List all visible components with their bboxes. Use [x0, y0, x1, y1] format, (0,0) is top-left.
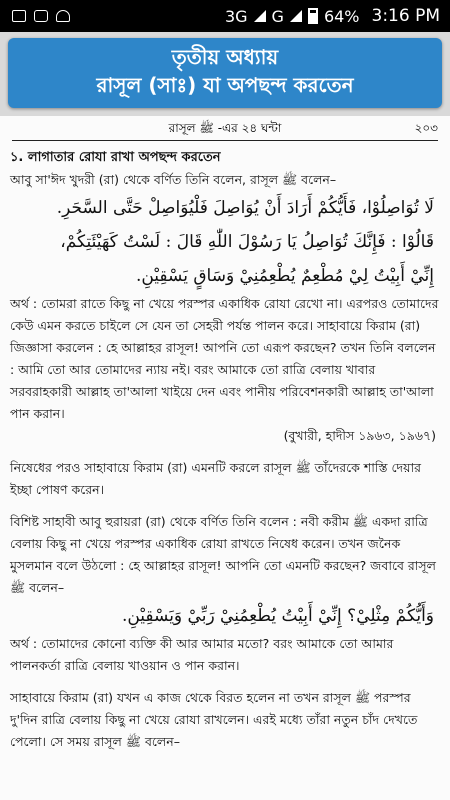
arabic-text-4: وَأَيُّكُمْ مِثْلِيْ؟ إِنِّيْ أَبِيْتُ يُطْعِمُنِيْ رَبِّيْ وَيَسْقِيْنِ.	[121, 606, 434, 626]
running-head	[12, 116, 438, 141]
reference: (বুখারী, হাদীস ১৯৬৩, ১৯৬৭)	[283, 428, 436, 443]
paragraph-3: বিশিষ্ট সাহাবী আবু হুরায়রা (রা) থেকে বর্ণিত তিনি বলেন : নবী করীম ﷺ একদা রাত্রি বেলায় কিছু না খেয়ে পরস্পর একাধিক রোযা রাখতে নিষেধ করেন। তখন জনৈক মুসলমান বলে উঠলো : হে আল্লাহর রাসূল! আপনি তো এমনটি করছেন? জবাবে রাসূল ﷺ বলেন–	[10, 514, 436, 595]
network-type-2: G	[271, 6, 284, 26]
battery-level: 64%	[323, 6, 360, 26]
page-number: ২০৩	[414, 121, 438, 135]
chapter-title: তৃতীয় অধ্যায়	[171, 45, 279, 69]
arabic-text-1: لَا تُوَاصِلُوْا، فَأَيُّكُمْ أَرَادَ أَنْ يُوَاصِلَ فَلْيُوَاصِلْ حَتَّى السَّحَرِ.	[56, 198, 434, 218]
clock: 3:16 PM	[371, 6, 440, 26]
arabic-text-3: إِنِّيْ أَبِيْتُ لِيْ مُطْعِمٌ يُطْعِمُنِيْ وَسَاقٍ يَسْقِيْنِ.	[135, 266, 434, 286]
status-bar	[0, 0, 450, 32]
image-icon	[12, 10, 26, 22]
chapter-header	[8, 38, 442, 108]
chapter-subtitle: রাসূল (সাঃ) যা অপছন্দ করতেন	[96, 73, 354, 97]
section-heading: ১. লাগাতার রোযা রাখা অপছন্দ করতেন	[10, 150, 221, 165]
header-area	[0, 32, 450, 116]
intro-text: আবু সা'ঈদ খুদরী (রা) থেকে বর্ণিত তিনি বলেন, রাসূল ﷺ বলেন–	[10, 172, 337, 187]
paragraph-2: নিষেধের পরও সাহাবায়ে কিরাম (রা) এমনটি করলে রাসূল ﷺ তাঁদেরকে শাস্তি দেয়ার ইচ্ছা পোষণ করেন।	[10, 460, 421, 497]
meaning-text-1: অর্থ : তোমরা রাতে কিছু না খেয়ে পরস্পর একাধিক রোযা রেখো না। এরপরও তোমাদের কেউ এমন করতে চাইলে সে যেন তা সেহরী পর্যন্ত পালন করে। সাহাবায়ে কিরাম (রা) জিজ্ঞাসা করলেন : হে আল্লাহর রাসূল! আপনি তো এরূপ করছেন? তখন তিনি বললেন : আমি তো আর তোমাদের ন্যায় নই। বরং আমাকে তো রাত্রি বেলায় খাবার সরবরাহকারী আল্লাহ তা'আলা খাইয়ে দেন এবং পানীয় পরিবেশনকারী আল্লাহ তা'আলা পান করান।	[10, 296, 439, 421]
page-content	[0, 141, 450, 753]
paragraph-4: সাহাবায়ে কিরাম (রা) যখন এ কাজ থেকে বিরত হলেন না তখন রাসূল ﷺ পরস্পর দু'দিন রাত্রি বেলায় কিছু না খেয়ে রোযা রাখলেন। এরই মধ্যে তাঁরা নতুন চাঁদ দেখতে পেলো। সে সময় রাসূল ﷺ বলেন–	[10, 690, 418, 749]
battery-icon	[308, 8, 318, 24]
signal-icon-2	[290, 10, 302, 22]
android-icon	[56, 10, 70, 22]
running-head-title: রাসূল ﷺ -এর ২৪ ঘন্টা	[168, 121, 282, 135]
network-type: 3G	[224, 6, 248, 26]
meaning-text-2: অর্থ : তোমাদের কোনো ব্যক্তি কী আর আমার মতো? বরং আমাকে তো আমার পালনকর্তা রাত্রি বেলায় খাওয়ান ও পান করান।	[10, 636, 394, 673]
book-page[interactable]	[0, 116, 450, 800]
message-icon	[34, 10, 48, 22]
signal-icon	[254, 10, 266, 22]
arabic-text-2: قَالُوْا : فَإِنَّكَ تُوَاصِلُ يَا رَسُوْلَ اللّٰهِ قَالَ : لَسْتُ كَهَيْئَتِكُمْ،	[60, 232, 434, 252]
